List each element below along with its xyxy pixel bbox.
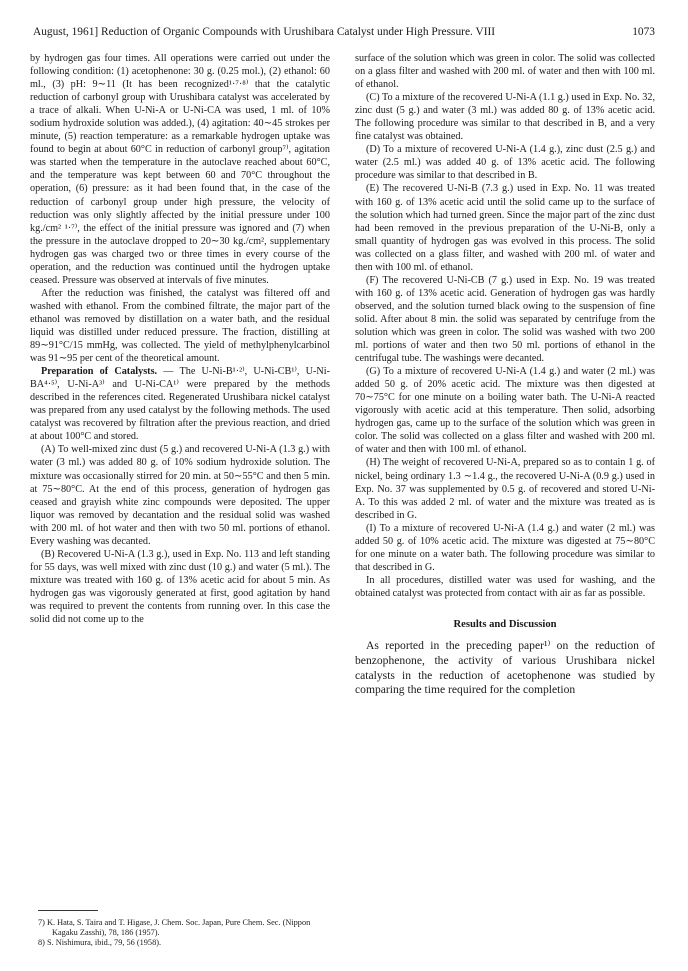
paragraph: After the reduction was finished, the catalyst was filtered off and washed with ethanol. From the combined filtrate, the major part of the ethanol was removed by distillation on a water bath, and the residual liquid was distilled under reduced pressure. The fraction, distilling at 89∼91°C/15 mmHg, was collected. The yield of methylphenylcarbinol was 91∼95 per cent of the theoretical amount. — [30, 287, 330, 365]
section-heading: Results and Discussion — [453, 618, 557, 630]
paragraph-text: — The U-Ni-B¹·²⁾, U-Ni-CB¹⁾, U-Ni-BA⁴·⁵⁾, U-Ni-A³⁾ and U-Ni-CA¹⁾ were prepared by the methods described in the references cited. Regenerated Urushibara nickel catalyst was prepared from any used catalyst by the following methods. The used catalyst was recovered by filtration after the previous reaction, and dried at about 100°C and stored. — [30, 366, 330, 443]
page-number: 1073 — [632, 26, 655, 38]
right-column — [355, 52, 655, 698]
paragraph: In all procedures, distilled water was used for washing, and the obtained catalyst was protected from contact with air as far as possible. — [355, 574, 655, 599]
footnote: 7) K. Hata, S. Taira and T. Higase, J. Chem. Soc. Japan, Pure Chem. Sec. (Nippon Kagaku Zasshi), 78, 186 (1957). — [38, 918, 311, 937]
footnote: 8) S. Nishimura, ibid., 79, 56 (1958). — [38, 938, 162, 947]
paragraph: As reported in the preceding paper¹⁾ on the reduction of benzophenone, the activity of various Urushibara nickel catalysts in the reduction of acetophenone was studied by comparing the time required for the completion — [355, 639, 655, 697]
paragraph: (H) The weight of recovered U-Ni-A, prepared so as to contain 1 g. of nickel, being ordinary 1.3 ∼1.4 g., the recovered U-Ni-A (0.9 g.) used in Exp. No. 37 was supplemented by 0.5 g. of recovered and stored U-Ni-A. To this was added 2 ml. of water and the mixture was treated as is described in G. — [355, 457, 655, 521]
section-lead: Preparation of Catalysts. — [41, 366, 158, 378]
paragraph — [30, 365, 330, 443]
paragraph: (I) To a mixture of recovered U-Ni-A (1.4 g.) and water (2 ml.) was added 50 g. of 10% acetic acid. The mixture was digested at 75∼80°C for one minute on a water bath. The following procedure was similar to that described in G. — [355, 522, 655, 573]
footnote-rule — [38, 910, 98, 911]
running-title: August, 1961] Reduction of Organic Compounds with Urushibara Catalyst under High Pressure. VIII — [33, 26, 496, 38]
paragraph: by hydrogen gas four times. All operations were carried out under the following condition: (1) acetophenone: 30 g. (0.25 mol.), (2) ethanol: 60 ml., (3) pH: 9∼11 (It has been recognized¹·⁷·⁸⁾ that the catalytic reduction of carbonyl group with Urushibara catalyst was accelerated by a trace of alkali. When U-Ni-A or U-Ni-CA was used, 1 ml. of 10% sodium hydroxide solution was added.), (4) agitation: 40∼45 strokes per minute, (5) reaction temperature: as a remarkable hydrogen uptake was found to begin at about 60°C in reduction of carbonyl group⁷⁾, agitation was started when the temperature in the autoclave reached about 60°C, and the temperature was kept between 60 and 70°C throughout the operation, (6) pressure: as it had been found that, in the case of the reduction of carbonyl group under high pressure, the velocity of reduction was only slightly affected by the initial pressure under 100 kg./cm² ¹·⁷⁾, the effect of the initial pressure was ignored and (7) when the pressure in the autoclave dropped to 20∼30 kg./cm², supplementary hydrogen gas was charged two or three times in every course of the operation, and the reduction was continued until the hydrogen uptake ceased. Pressure was observed at intervals of five minutes. — [30, 53, 330, 286]
paragraph: (B) Recovered U-Ni-A (1.3 g.), used in Exp. No. 113 and left standing for 55 days, was well mixed with zinc dust (10 g.) and water (5 ml.). The mixture was treated with 160 g. of 13% acetic acid for about 5 min. As hydrogen gas was vigorously generated at first, good agitation by hand was required to prevent the contents from running over. In this case the solid did not come up to the — [30, 548, 330, 626]
paragraph: surface of the solution which was green in color. The solid was collected on a glass filter and washed with 200 ml. of water and then with 100 ml. of ethanol. — [355, 53, 655, 91]
paragraph: (G) To a mixture of recovered U-Ni-A (1.4 g.) and water (2 ml.) was added 50 g. of 20% acetic acid. The mixture was then digested at 70∼75°C for one minute on a boiling water bath. The U-Ni-A reacted vigorously with acetic acid at this temperature. Then solid, adsorbing hydrogen gas, came up to the surface of the solution which was green in color. The solid was collected on a glass filter and washed with 200 ml. of water and then with 100 ml. of ethanol. — [355, 366, 655, 456]
paragraph: (D) To a mixture of recovered U-Ni-A (1.4 g.), zinc dust (2.5 g.) and water (2.5 ml.) was added 40 g. of 13% acetic acid. The following procedure was similar to that described in B. — [355, 144, 655, 182]
paragraph: (E) The recovered U-Ni-B (7.3 g.) used in Exp. No. 11 was treated with 160 g. of 13% acetic acid until the solid came up to the surface of the solution which had turned green. Since the major part of the zinc dust had been removed in the previous preparation of the U-Ni-B, only a small quantity of hydrogen gas was evolved in this process. The solid was collected on a glass filter, and washed with 200 ml. of water and then with 100 ml. of ethanol. — [355, 183, 655, 273]
footnotes — [30, 918, 330, 948]
paragraph: (A) To well-mixed zinc dust (5 g.) and recovered U-Ni-A (1.3 g.) with water (3 ml.) was added 80 g. of 10% sodium hydroxide solution. The mixture was occasionally stirred for 20 min. at 50∼55°C and then 5 min. at 75∼80°C. At the end of this process, generation of hydrogen gas ceased and grayish white zinc compounds were deposited. The upper liquor was removed by decantation and the residual solid was washed with 200 ml. of hot water and then with two 50 ml. portions of ethanol. Every washing was decanted. — [30, 444, 330, 547]
left-column — [30, 52, 330, 626]
paragraph: (F) The recovered U-Ni-CB (7 g.) used in Exp. No. 19 was treated with 160 g. of 13% acetic acid. Generation of hydrogen gas was hardly observed, and the solution turned black owing to the suspension of fine solid. After about 8 min. the solid was separated by centrifuge from the solution which was green in color. The solid was washed with two 200 ml. portions of water and then two 50 ml. portions of ethanol in the centrifugal tube. The washings were decanted. — [355, 274, 655, 365]
paragraph: (C) To a mixture of the recovered U-Ni-A (1.1 g.) used in Exp. No. 32, zinc dust (5 g.) and water (3 ml.) was added 80 g. of 13% acetic acid. The following procedure was similar to that described in B, and a very fine catalyst was obtained. — [355, 92, 655, 143]
